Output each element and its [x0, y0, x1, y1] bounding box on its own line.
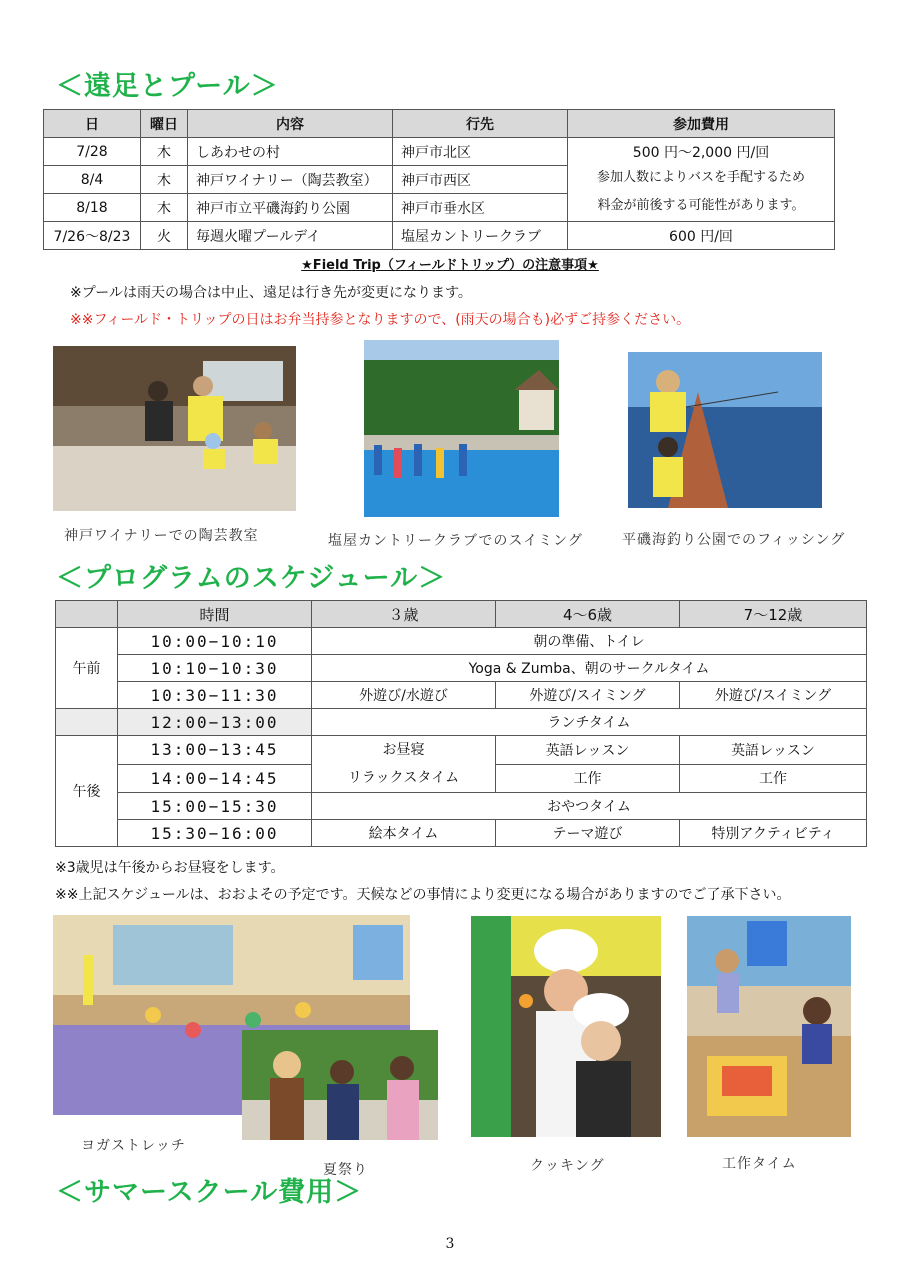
cell-time: 10:00−10:10	[118, 628, 312, 655]
caption-festival: 夏祭り	[323, 1162, 368, 1178]
cell-activity-4-6: テーマ遊び	[496, 820, 680, 847]
caution-line-1: ※プールは雨天の場合は中止、遠足は行き先が変更になります。	[70, 285, 472, 301]
table-row	[44, 138, 835, 166]
table-row	[56, 655, 867, 682]
cell-nap	[312, 736, 496, 793]
cell-fee-range	[568, 138, 835, 222]
cell-activity-7-12: 英語レッスン	[680, 736, 867, 765]
cell-content: 神戸ワイナリー（陶芸教室）	[188, 166, 393, 194]
header-age-4-6: 4〜6歳	[496, 601, 680, 628]
table-row	[56, 820, 867, 847]
cell-time: 10:10−10:30	[118, 655, 312, 682]
period-empty	[56, 709, 118, 736]
caption-fishing: 平磯海釣り公園でのフィッシング	[622, 532, 846, 548]
cooking-photo	[471, 916, 661, 1137]
nap-line-2: リラックスタイム	[347, 770, 460, 786]
cell-fee-pool: 600 円/回	[568, 222, 835, 250]
craft-time-photo	[687, 916, 851, 1137]
header-age-7-12: 7〜12歳	[680, 601, 867, 628]
cell-activity-7-12: 外遊び/スイミング	[680, 682, 867, 709]
cell-time: 10:30−11:30	[118, 682, 312, 709]
cell-time: 15:30−16:00	[118, 820, 312, 847]
cell-date: 7/28	[44, 138, 141, 166]
header-time: 時間	[118, 601, 312, 628]
cell-activity: 朝の準備、トイレ	[312, 628, 867, 655]
header-period	[56, 601, 118, 628]
header-fee: 参加費用	[568, 110, 835, 138]
cell-activity-3: 絵本タイム	[312, 820, 496, 847]
table-row	[44, 222, 835, 250]
cell-activity-4-6: 工作	[496, 764, 680, 793]
cell-day: 木	[141, 166, 188, 194]
fee-note-1: 参加人数によりバスを手配するため	[596, 170, 805, 185]
cell-date: 8/4	[44, 166, 141, 194]
caution-line-2: ※※フィールド・トリップの日はお弁当持参となりますので、(雨天の場合も)必ずご持参ください。	[70, 312, 691, 328]
cell-day: 木	[141, 194, 188, 222]
table-row	[56, 736, 867, 765]
table-row	[56, 628, 867, 655]
period-pm: 午後	[56, 736, 118, 847]
cell-place: 神戸市北区	[393, 138, 568, 166]
fee-main: 500 円〜2,000 円/回	[632, 145, 770, 161]
caption-pottery: 神戸ワイナリーでの陶芸教室	[64, 528, 259, 544]
caption-cooking: クッキング	[530, 1158, 605, 1174]
header-day: 曜日	[141, 110, 188, 138]
table-header-row	[44, 110, 835, 138]
cell-day: 火	[141, 222, 188, 250]
cell-day: 木	[141, 138, 188, 166]
cell-activity-7-12: 特別アクティビティ	[680, 820, 867, 847]
nap-line-1: お昼寝	[382, 742, 425, 758]
summer-festival-photo	[242, 1030, 438, 1140]
caption-craft: 工作タイム	[722, 1156, 797, 1172]
fishing-photo	[628, 352, 822, 508]
header-content: 内容	[188, 110, 393, 138]
cell-time: 14:00−14:45	[118, 764, 312, 793]
header-age-3: ３歳	[312, 601, 496, 628]
section-title-excursion: ＜遠足とプール＞	[56, 71, 279, 102]
cell-date: 8/18	[44, 194, 141, 222]
cell-activity-4-6: 外遊び/スイミング	[496, 682, 680, 709]
swimming-photo	[364, 340, 559, 517]
cell-activity: ランチタイム	[312, 709, 867, 736]
table-row	[56, 709, 867, 736]
cell-activity-4-6: 英語レッスン	[496, 736, 680, 765]
cell-place: 塩屋カントリークラブ	[393, 222, 568, 250]
cell-activity: Yoga & Zumba、朝のサークルタイム	[312, 655, 867, 682]
field-trip-table	[43, 109, 835, 250]
header-date: 日	[44, 110, 141, 138]
table-row	[56, 793, 867, 820]
cell-time: 12:00−13:00	[118, 709, 312, 736]
section-title-schedule: ＜プログラムのスケジュール＞	[56, 563, 447, 594]
cell-content: しあわせの村	[188, 138, 393, 166]
cell-content: 神戸市立平磯海釣り公園	[188, 194, 393, 222]
pottery-class-photo	[53, 346, 296, 511]
header-place: 行先	[393, 110, 568, 138]
schedule-note-2: ※※上記スケジュールは、おおよその予定です。天候などの事情により変更になる場合がありますのでご了承下さい。	[55, 887, 791, 903]
cell-place: 神戸市垂水区	[393, 194, 568, 222]
cell-activity: おやつタイム	[312, 793, 867, 820]
cell-activity-7-12: 工作	[680, 764, 867, 793]
caution-title: ★Field Trip（フィールドトリップ）の注意事項★	[301, 258, 599, 273]
cell-date: 7/26〜8/23	[44, 222, 141, 250]
cell-time: 15:00−15:30	[118, 793, 312, 820]
caption-swimming: 塩屋カントリークラブでのスイミング	[328, 533, 583, 549]
caption-yoga: ヨガストレッチ	[81, 1138, 186, 1154]
section-title-fees: ＜サマースクール費用＞	[56, 1177, 363, 1208]
cell-place: 神戸市西区	[393, 166, 568, 194]
schedule-table	[55, 600, 867, 847]
cell-content: 毎週火曜プールデイ	[188, 222, 393, 250]
period-am: 午前	[56, 628, 118, 709]
table-row	[56, 682, 867, 709]
page-number: 3	[445, 1236, 455, 1252]
table-header-row	[56, 601, 867, 628]
schedule-note-1: ※3歳児は午後からお昼寝をします。	[55, 860, 285, 876]
cell-activity-3: 外遊び/水遊び	[312, 682, 496, 709]
fee-note-2: 料金が前後する可能性があります。	[597, 198, 805, 213]
cell-time: 13:00−13:45	[118, 736, 312, 765]
